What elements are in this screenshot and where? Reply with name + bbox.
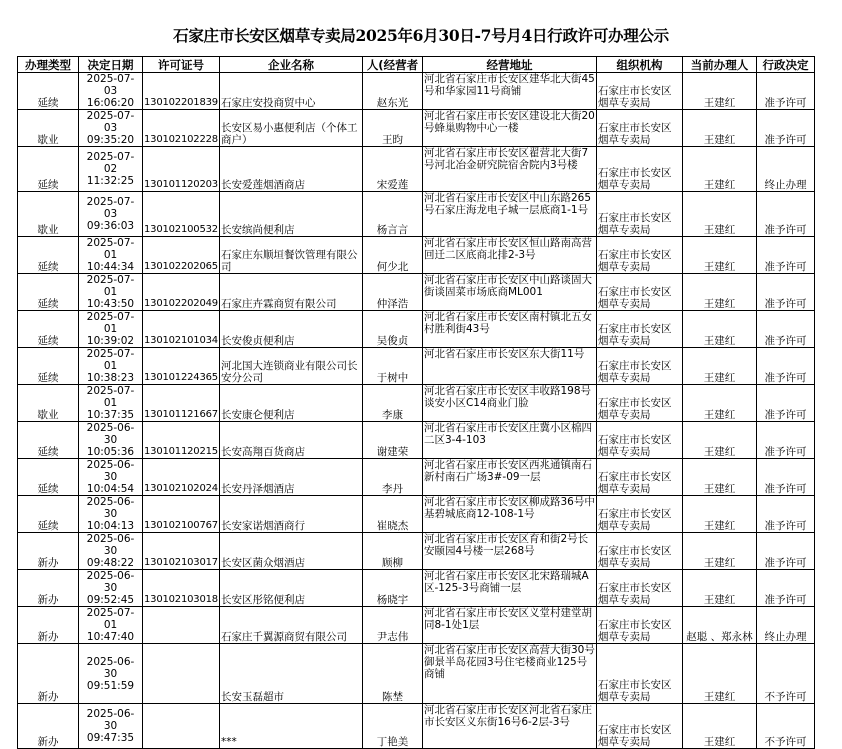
date-cell bbox=[79, 496, 143, 533]
enterprise-name-cell: 长安区菌众烟酒店 bbox=[219, 533, 362, 570]
address-cell: 河北省石家庄市长安区恒山路南高营回迁二区底商北排2-3号 bbox=[422, 237, 596, 274]
time-value: 09:36:03 bbox=[86, 220, 135, 232]
date-cell bbox=[79, 110, 143, 147]
table-row bbox=[18, 192, 815, 237]
organization-cell: 石家庄市长安区烟草专卖局 bbox=[596, 110, 682, 147]
time-value: 10:43:50 bbox=[86, 298, 135, 310]
handler-cell: 王建红 bbox=[682, 311, 756, 348]
date-value: 2025-06-30 bbox=[86, 708, 135, 732]
type-cell: 延续 bbox=[18, 237, 79, 274]
date-value: 2025-06-30 bbox=[86, 570, 135, 594]
operator-cell: 丁艳美 bbox=[362, 704, 422, 749]
address-cell: 河北省石家庄市长安区西兆通镇南石新村南石广场3#-09一层 bbox=[422, 459, 596, 496]
organization-cell: 石家庄市长安区烟草专卖局 bbox=[596, 704, 682, 749]
time-value: 10:39:02 bbox=[86, 335, 135, 347]
handler-cell: 王建红 bbox=[682, 570, 756, 607]
operator-cell: 宋爱莲 bbox=[362, 147, 422, 192]
date-value: 2025-06-30 bbox=[86, 459, 135, 483]
date-value: 2025-07-01 bbox=[86, 348, 135, 372]
type-cell: 歇业 bbox=[18, 110, 79, 147]
column-header: 行政决定 bbox=[756, 57, 814, 73]
table-row bbox=[18, 311, 815, 348]
organization-cell: 石家庄市长安区烟草专卖局 bbox=[596, 459, 682, 496]
license-cell: 130101224365 bbox=[143, 348, 220, 385]
date-cell bbox=[79, 704, 143, 749]
operator-cell: 李丹 bbox=[362, 459, 422, 496]
time-value: 09:52:45 bbox=[86, 594, 135, 606]
header-row bbox=[18, 57, 815, 73]
decision-cell: 准予许可 bbox=[756, 348, 814, 385]
address-cell: 河北省石家庄市长安区育和街2号长安颐园4号楼一层268号 bbox=[422, 533, 596, 570]
date-cell bbox=[79, 385, 143, 422]
date-cell bbox=[79, 644, 143, 704]
operator-cell: 赵东光 bbox=[362, 73, 422, 110]
handler-cell: 王建红 bbox=[682, 385, 756, 422]
address-cell: 河北省石家庄市长安区建华北大街45号和华家园11号商铺 bbox=[422, 73, 596, 110]
address-cell: 河北省石家庄市长安区南村镇北五女村胜利街43号 bbox=[422, 311, 596, 348]
time-value: 09:47:35 bbox=[86, 732, 135, 744]
license-cell: 130102102024 bbox=[143, 459, 220, 496]
organization-cell: 石家庄市长安区烟草专卖局 bbox=[596, 644, 682, 704]
handler-cell: 王建红 bbox=[682, 192, 756, 237]
enterprise-name-cell: 河北国大连锁商业有限公司长安分公司 bbox=[219, 348, 362, 385]
address-cell: 河北省石家庄市长安区河北省石家庄市长安区义东街16号6-2层-3号 bbox=[422, 704, 596, 749]
decision-cell: 不予许可 bbox=[756, 704, 814, 749]
decision-cell: 准予许可 bbox=[756, 73, 814, 110]
enterprise-name-cell: 长安区易小惠便利店（个体工商户） bbox=[219, 110, 362, 147]
operator-cell: 尹志伟 bbox=[362, 607, 422, 644]
enterprise-name-cell: 石家庄东顺垣餐饮管理有限公司 bbox=[219, 237, 362, 274]
type-cell: 歇业 bbox=[18, 192, 79, 237]
date-cell bbox=[79, 274, 143, 311]
license-cell: 130102103017 bbox=[143, 533, 220, 570]
type-cell: 延续 bbox=[18, 422, 79, 459]
enterprise-name-cell: 石家庄千翼源商贸有限公司 bbox=[219, 607, 362, 644]
enterprise-name-cell: 石家庄安投商贸中心 bbox=[219, 73, 362, 110]
handler-cell: 王建红 bbox=[682, 459, 756, 496]
address-cell: 河北省石家庄市长安区丰收路198号谈安小区C14商业门脸 bbox=[422, 385, 596, 422]
handler-cell: 王建红 bbox=[682, 274, 756, 311]
address-cell: 河北省石家庄市长安区义堂村建堂胡同8-1处1层 bbox=[422, 607, 596, 644]
operator-cell: 杨言言 bbox=[362, 192, 422, 237]
address-cell: 河北省石家庄市长安区东大街11号 bbox=[422, 348, 596, 385]
decision-cell: 准予许可 bbox=[756, 237, 814, 274]
handler-cell: 王建红 bbox=[682, 533, 756, 570]
column-header: 办理类型 bbox=[18, 57, 79, 73]
decision-cell: 终止办理 bbox=[756, 607, 814, 644]
date-value: 2025-07-01 bbox=[86, 607, 135, 631]
enterprise-name-cell: 长安爱莲烟酒商店 bbox=[219, 147, 362, 192]
operator-cell: 顾柳 bbox=[362, 533, 422, 570]
time-value: 10:47:40 bbox=[86, 631, 135, 643]
table-row bbox=[18, 110, 815, 147]
decision-cell: 准予许可 bbox=[756, 496, 814, 533]
address-cell: 河北省石家庄市长安区中山路谈固大街谈固菜市场底商ML001 bbox=[422, 274, 596, 311]
time-value: 09:48:22 bbox=[86, 557, 135, 569]
enterprise-name-cell: 石家庄卉霖商贸有限公司 bbox=[219, 274, 362, 311]
license-cell: 130101121667 bbox=[143, 385, 220, 422]
type-cell: 延续 bbox=[18, 459, 79, 496]
time-value: 11:32:25 bbox=[86, 175, 135, 187]
date-cell bbox=[79, 348, 143, 385]
type-cell: 延续 bbox=[18, 496, 79, 533]
license-cell bbox=[143, 607, 220, 644]
decision-cell: 准予许可 bbox=[756, 274, 814, 311]
organization-cell: 石家庄市长安区烟草专卖局 bbox=[596, 570, 682, 607]
enterprise-name-cell: 长安高翔百货商店 bbox=[219, 422, 362, 459]
handler-cell: 王建红 bbox=[682, 422, 756, 459]
date-cell bbox=[79, 237, 143, 274]
handler-cell: 王建红 bbox=[682, 704, 756, 749]
decision-cell: 准予许可 bbox=[756, 533, 814, 570]
organization-cell: 石家庄市长安区烟草专卖局 bbox=[596, 348, 682, 385]
organization-cell: 石家庄市长安区烟草专卖局 bbox=[596, 237, 682, 274]
organization-cell: 石家庄市长安区烟草专卖局 bbox=[596, 385, 682, 422]
license-cell: 130102100532 bbox=[143, 192, 220, 237]
decision-cell: 准予许可 bbox=[756, 385, 814, 422]
handler-cell: 王建红 bbox=[682, 237, 756, 274]
license-cell: 130102201839 bbox=[143, 73, 220, 110]
date-value: 2025-07-01 bbox=[86, 274, 135, 298]
address-cell: 河北省石家庄市长安区柳成路36号中基碧城底商12-108-1号 bbox=[422, 496, 596, 533]
time-value: 10:04:54 bbox=[86, 483, 135, 495]
address-cell: 河北省石家庄市长安区建设北大街20号蜂巢购物中心一楼 bbox=[422, 110, 596, 147]
table-row bbox=[18, 237, 815, 274]
table-row bbox=[18, 459, 815, 496]
date-cell bbox=[79, 607, 143, 644]
column-header: 组织机构 bbox=[596, 57, 682, 73]
type-cell: 新办 bbox=[18, 644, 79, 704]
time-value: 10:04:13 bbox=[86, 520, 135, 532]
time-value: 16:06:20 bbox=[86, 97, 135, 109]
type-cell: 新办 bbox=[18, 704, 79, 749]
type-cell: 延续 bbox=[18, 274, 79, 311]
decision-cell: 准予许可 bbox=[756, 311, 814, 348]
license-cell: 130102202049 bbox=[143, 274, 220, 311]
operator-cell: 王昀 bbox=[362, 110, 422, 147]
license-cell: 130102103018 bbox=[143, 570, 220, 607]
operator-cell: 谢建荣 bbox=[362, 422, 422, 459]
type-cell: 延续 bbox=[18, 73, 79, 110]
type-cell: 延续 bbox=[18, 147, 79, 192]
time-value: 10:38:23 bbox=[86, 372, 135, 384]
date-cell bbox=[79, 192, 143, 237]
column-header: 经营地址 bbox=[422, 57, 596, 73]
date-value: 2025-07-01 bbox=[86, 311, 135, 335]
handler-cell: 赵聪 、郑永林 bbox=[682, 607, 756, 644]
license-cell: 130101120215 bbox=[143, 422, 220, 459]
table-row bbox=[18, 496, 815, 533]
date-cell bbox=[79, 73, 143, 110]
date-cell bbox=[79, 570, 143, 607]
decision-cell: 终止办理 bbox=[756, 147, 814, 192]
enterprise-name-cell: 长安缤尚便利店 bbox=[219, 192, 362, 237]
organization-cell: 石家庄市长安区烟草专卖局 bbox=[596, 274, 682, 311]
organization-cell: 石家庄市长安区烟草专卖局 bbox=[596, 533, 682, 570]
address-cell: 河北省石家庄市长安区翟营北大街7号河北冶金研究院宿舍院内3号楼 bbox=[422, 147, 596, 192]
address-cell: 河北省石家庄市长安区中山东路265号石家庄海龙电子城一层底商1-1号 bbox=[422, 192, 596, 237]
table-row bbox=[18, 704, 815, 749]
license-cell: 130102100767 bbox=[143, 496, 220, 533]
enterprise-name-cell: 长安家诺烟酒商行 bbox=[219, 496, 362, 533]
date-value: 2025-06-30 bbox=[86, 496, 135, 520]
time-value: 10:37:35 bbox=[86, 409, 135, 421]
organization-cell: 石家庄市长安区烟草专卖局 bbox=[596, 147, 682, 192]
column-header: 当前办理人 bbox=[682, 57, 756, 73]
organization-cell: 石家庄市长安区烟草专卖局 bbox=[596, 192, 682, 237]
operator-cell: 杨晓宇 bbox=[362, 570, 422, 607]
column-header: 企业名称 bbox=[219, 57, 362, 73]
table-row bbox=[18, 385, 815, 422]
license-cell bbox=[143, 644, 220, 704]
column-header: 许可证号 bbox=[143, 57, 220, 73]
time-value: 09:35:20 bbox=[86, 134, 135, 146]
decision-cell: 准予许可 bbox=[756, 110, 814, 147]
operator-cell: 于树中 bbox=[362, 348, 422, 385]
enterprise-name-cell: 长安玉磊超市 bbox=[219, 644, 362, 704]
permit-table bbox=[17, 56, 815, 749]
date-cell bbox=[79, 533, 143, 570]
operator-cell: 陈埜 bbox=[362, 644, 422, 704]
enterprise-name-cell: *** bbox=[219, 704, 362, 749]
operator-cell: 何少北 bbox=[362, 237, 422, 274]
column-header: 人(经营者 bbox=[362, 57, 422, 73]
table-row bbox=[18, 147, 815, 192]
time-value: 09:51:59 bbox=[86, 679, 135, 692]
date-value: 2025-07-03 bbox=[86, 110, 135, 134]
address-cell: 河北省石家庄市长安区高营大街30号御景半岛花园3号住宅楼商业125号商铺 bbox=[422, 644, 596, 704]
table-row bbox=[18, 348, 815, 385]
type-cell: 歇业 bbox=[18, 385, 79, 422]
column-header: 决定日期 bbox=[79, 57, 143, 73]
license-cell: 130102102228 bbox=[143, 110, 220, 147]
handler-cell: 王建红 bbox=[682, 147, 756, 192]
time-value: 10:44:34 bbox=[86, 261, 135, 273]
type-cell: 延续 bbox=[18, 348, 79, 385]
operator-cell: 仲泽浩 bbox=[362, 274, 422, 311]
organization-cell: 石家庄市长安区烟草专卖局 bbox=[596, 496, 682, 533]
organization-cell: 石家庄市长安区烟草专卖局 bbox=[596, 607, 682, 644]
enterprise-name-cell: 长安康仑便利店 bbox=[219, 385, 362, 422]
date-value: 2025-06-30 bbox=[86, 655, 135, 680]
date-value: 2025-06-30 bbox=[86, 422, 135, 446]
date-cell bbox=[79, 422, 143, 459]
handler-cell: 王建红 bbox=[682, 496, 756, 533]
date-value: 2025-07-01 bbox=[86, 385, 135, 409]
enterprise-name-cell: 长安丹泽烟酒店 bbox=[219, 459, 362, 496]
decision-cell: 准予许可 bbox=[756, 192, 814, 237]
table-row bbox=[18, 274, 815, 311]
handler-cell: 王建红 bbox=[682, 348, 756, 385]
address-cell: 河北省石家庄市长安区北宋路瑞城A区-125-3号商铺一层 bbox=[422, 570, 596, 607]
table-row bbox=[18, 607, 815, 644]
table-row bbox=[18, 644, 815, 704]
table-row bbox=[18, 73, 815, 110]
handler-cell: 王建红 bbox=[682, 73, 756, 110]
date-cell bbox=[79, 311, 143, 348]
type-cell: 延续 bbox=[18, 311, 79, 348]
page-title: 石家庄市长安区烟草专卖局2025年6月30日-7号月4日行政许可办理公示 bbox=[173, 26, 669, 45]
table-row bbox=[18, 422, 815, 459]
type-cell: 新办 bbox=[18, 607, 79, 644]
decision-cell: 准予许可 bbox=[756, 422, 814, 459]
time-value: 10:05:36 bbox=[86, 446, 135, 458]
handler-cell: 王建红 bbox=[682, 644, 756, 704]
address-cell: 河北省石家庄市长安区庄冀小区棉四二区3-4-103 bbox=[422, 422, 596, 459]
date-value: 2025-07-01 bbox=[86, 237, 135, 261]
date-value: 2025-07-03 bbox=[86, 73, 135, 97]
decision-cell: 准予许可 bbox=[756, 459, 814, 496]
date-cell bbox=[79, 459, 143, 496]
license-cell bbox=[143, 704, 220, 749]
decision-cell: 准予许可 bbox=[756, 570, 814, 607]
date-value: 2025-07-02 bbox=[86, 151, 135, 175]
enterprise-name-cell: 长安俊贞便利店 bbox=[219, 311, 362, 348]
date-cell bbox=[79, 147, 143, 192]
type-cell: 新办 bbox=[18, 533, 79, 570]
date-value: 2025-07-03 bbox=[86, 196, 135, 220]
table-row bbox=[18, 533, 815, 570]
license-cell: 130101120203 bbox=[143, 147, 220, 192]
enterprise-name-cell: 长安区彤铭便利店 bbox=[219, 570, 362, 607]
operator-cell: 吴俊贞 bbox=[362, 311, 422, 348]
type-cell: 新办 bbox=[18, 570, 79, 607]
operator-cell: 崔晓杰 bbox=[362, 496, 422, 533]
handler-cell: 王建红 bbox=[682, 110, 756, 147]
organization-cell: 石家庄市长安区烟草专卖局 bbox=[596, 422, 682, 459]
license-cell: 130102101034 bbox=[143, 311, 220, 348]
table-row bbox=[18, 570, 815, 607]
operator-cell: 李康 bbox=[362, 385, 422, 422]
decision-cell: 不予许可 bbox=[756, 644, 814, 704]
date-value: 2025-06-30 bbox=[86, 533, 135, 557]
organization-cell: 石家庄市长安区烟草专卖局 bbox=[596, 73, 682, 110]
license-cell: 130102202065 bbox=[143, 237, 220, 274]
organization-cell: 石家庄市长安区烟草专卖局 bbox=[596, 311, 682, 348]
